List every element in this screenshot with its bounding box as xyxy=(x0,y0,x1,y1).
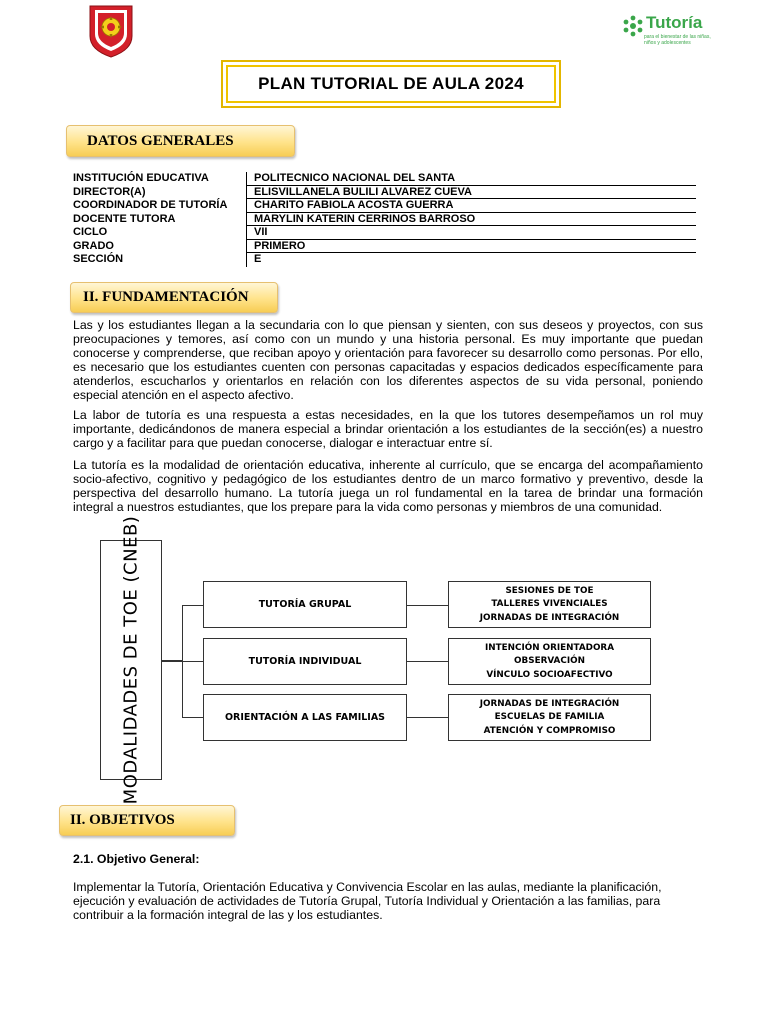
diagram-branch-box xyxy=(203,581,407,628)
row-value: E xyxy=(254,253,262,265)
connector-line xyxy=(162,660,182,662)
tutoria-logo-word: Tutoría xyxy=(646,13,703,32)
row-label: DOCENTE TUTORA xyxy=(73,212,176,225)
connector-line xyxy=(407,605,448,606)
diagram-root-box xyxy=(100,515,162,805)
diagram-detail-item: SESIONES DE TOE xyxy=(505,585,594,596)
objetivo-general-heading: 2.1. Objetivo General: xyxy=(73,852,200,866)
diagram-detail-item: ESCUELAS DE FAMILIA xyxy=(494,712,605,723)
column-divider xyxy=(246,213,247,227)
row-value: POLITECNICO NACIONAL DEL SANTA xyxy=(254,172,456,184)
diagram-detail-item: JORNADAS DE INTEGRACIÓN xyxy=(479,613,620,624)
diagram-branch-label: TUTORÍA GRUPAL xyxy=(258,599,352,610)
diagram-branch-label: ORIENTACIÓN A LAS FAMILIAS xyxy=(224,712,386,723)
connector-line xyxy=(407,717,448,718)
school-crest-logo xyxy=(86,4,136,58)
table-row xyxy=(70,253,696,267)
diagram-branch-box xyxy=(203,694,407,741)
modalidades-diagram xyxy=(98,515,658,805)
row-label: DIRECTOR(A) xyxy=(73,185,146,198)
diagram-detail-item: TALLERES VIVENCIALES xyxy=(491,599,608,610)
row-value: MARYLIN KATERIN CERRINOS BARROSO xyxy=(254,212,476,225)
connector-line xyxy=(182,661,203,662)
diagram-root-label: MODALIDADES DE TOE (CNEB) xyxy=(120,515,142,805)
connector-line xyxy=(182,717,203,718)
column-divider xyxy=(246,199,247,213)
section-heading: II. OBJETIVOS xyxy=(70,812,175,828)
column-divider xyxy=(246,172,247,186)
paragraph: La labor de tutoría es una respuesta a estas necesidades, en la que los tutores desempeñamos un rol muy importante, dedicándonos de manera especial a brindar orientación a los estudiantes de la sección(es) a nuestro cargo y a facilitar para que puedan conocerse, dialogar e interactuar entre sí. xyxy=(73,408,703,451)
row-label: GRADO xyxy=(73,239,114,252)
row-value: CHARITO FABIOLA ACOSTA GUERRA xyxy=(254,199,454,211)
tutoria-logo xyxy=(622,15,718,49)
diagram-detail-item: JORNADAS DE INTEGRACIÓN xyxy=(479,698,620,709)
table-row xyxy=(70,226,696,240)
diagram-detail-item: VÍNCULO SOCIOAFECTIVO xyxy=(486,670,613,681)
page-title: PLAN TUTORIAL DE AULA 2024 xyxy=(226,65,556,103)
table-row xyxy=(70,199,696,213)
row-value: ELISVILLANELA BULILI ALVAREZ CUEVA xyxy=(254,185,472,198)
diagram-branch-label: TUTORÍA INDIVIDUAL xyxy=(248,656,362,667)
row-label: INSTITUCIÓN EDUCATIVA xyxy=(73,172,209,184)
table-row xyxy=(70,213,696,227)
diagram-detail-item: ATENCIÓN Y COMPROMISO xyxy=(483,726,616,737)
section-banner-fundamentacion xyxy=(70,282,278,313)
row-value: PRIMERO xyxy=(254,239,306,252)
column-divider xyxy=(246,186,247,200)
column-divider xyxy=(246,253,247,267)
diagram-detail-item: INTENCIÓN ORIENTADORA xyxy=(484,642,615,653)
section-banner-datos-generales xyxy=(66,125,295,157)
page-title-box xyxy=(221,60,561,108)
diagram-branch-box xyxy=(203,638,407,685)
row-label: COORDINADOR DE TUTORÍA xyxy=(73,199,228,211)
diagram-detail-item: OBSERVACIÓN xyxy=(514,656,585,667)
tutoria-flower-icon xyxy=(622,15,644,37)
diagram-detail-box xyxy=(448,638,651,685)
paragraph: Las y los estudiantes llegan a la secundaria con lo que piensan y sienten, con sus deseos y proyectos, con sus preocupaciones y temores, así como con un mundo y una historia personal. Es muy importante que puedan conocerse y comprenderse, que reciban apoyo y orientación para favorecer su desarrollo como personas. Por ello, es necesario que los estudiantes cuenten con personas capacitadas y espacios dedicados específicamente para atenderlos, escucharlos y orientarlos en relación con los diferentes aspectos de su vida personal, poniendo especial atención en el aspecto afectivo. xyxy=(73,318,703,403)
section-heading: II. FUNDAMENTACIÓN xyxy=(83,289,249,305)
diagram-detail-box xyxy=(448,694,651,741)
connector-line xyxy=(407,661,448,662)
table-row xyxy=(70,186,696,200)
paragraph: La tutoría es la modalidad de orientación educativa, inherente al currículo, que se encarga del acompañamiento socio-afectivo, cognitivo y pedagógico de los estudiantes dentro de un marco formativo y preventivo, desde la perspectiva del desarrollo humano. La tutoría juega un rol fundamental en la tarea de brindar una formación integral a nuestros estudiantes, que los prepare para la vida como personas y miembros de una comunidad. xyxy=(73,458,703,515)
connector-line xyxy=(182,605,203,606)
tutoria-logo-tagline: para el bienestar de las niñas, niños y adolescentes xyxy=(644,34,711,46)
table-row xyxy=(70,172,696,186)
column-divider xyxy=(246,226,247,240)
diagram-detail-box xyxy=(448,581,651,628)
row-label: SECCIÓN xyxy=(73,253,124,265)
section-heading: DATOS GENERALES xyxy=(87,132,234,149)
column-divider xyxy=(246,240,247,254)
datos-generales-table xyxy=(70,172,696,267)
section-banner-objetivos xyxy=(59,805,235,836)
row-value: VII xyxy=(254,226,268,238)
objetivo-general-text: Implementar la Tutoría, Orientación Educativa y Convivencia Escolar en las aulas, mediante la planificación, ejecución y evaluación de actividades de Tutoría Grupal, Tutoría Individual y Orientación a las familias, para contribuir a la formación integral de las y los estudiantes. xyxy=(73,880,662,923)
table-row xyxy=(70,240,696,254)
row-label: CICLO xyxy=(73,226,108,238)
